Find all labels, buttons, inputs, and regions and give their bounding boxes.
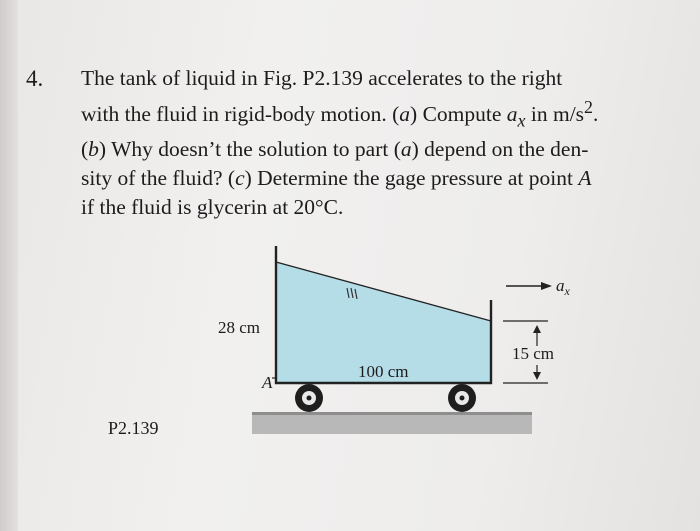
part-b-label: b [88,137,99,162]
right-wheel [448,384,476,412]
problem-line-4-text-a: sity of the fluid? ( [81,166,236,191]
problem-line-2-units: in m/s [525,102,585,127]
left-height-label: 28 cm [218,318,261,337]
units-exponent: 2 [584,97,593,117]
ground-surface [252,414,532,434]
problem-line-4-text-b: ) Determine the gage pressure at point [244,166,579,191]
part-a-ref: a [400,137,412,162]
problem-line-3-text-a: ) Why doesn’t the solution to part ( [98,137,401,162]
problem-number: 4. [26,66,44,91]
point-a-label: A [262,373,273,392]
acceleration-arrow [506,282,552,290]
problem-line-2-period: . [593,102,599,127]
dimension-arrow-up [533,325,541,333]
figure-label: P2.139 [108,418,159,438]
problem-line-1-text: The tank of liquid in Fig. P2.139 accelerates to the right [81,66,563,90]
part-a-label: a [399,102,411,127]
problem-line-3-text-b: ) depend on the den- [411,137,589,162]
problem-line-2-text-b: ) Compute [410,102,507,127]
accel-variable: a [506,102,518,127]
left-wheel [295,384,323,412]
dimension-arrow-down [533,372,541,380]
accel-subscript: x [517,110,526,131]
length-label: 100 cm [358,362,409,381]
ground-edge [252,412,532,415]
right-height-label: 15 cm [512,344,555,363]
problem-line-5-text: if the fluid is glycerin at 20°C. [81,195,344,220]
acceleration-label: $a_x$ [556,276,570,298]
problem-line-3-paren: ( [81,137,89,162]
part-c-label: c [235,166,245,191]
problem-line-2-text-a: with the fluid in rigid-body motion. ( [81,102,400,127]
point-a-ref: A [578,166,592,191]
